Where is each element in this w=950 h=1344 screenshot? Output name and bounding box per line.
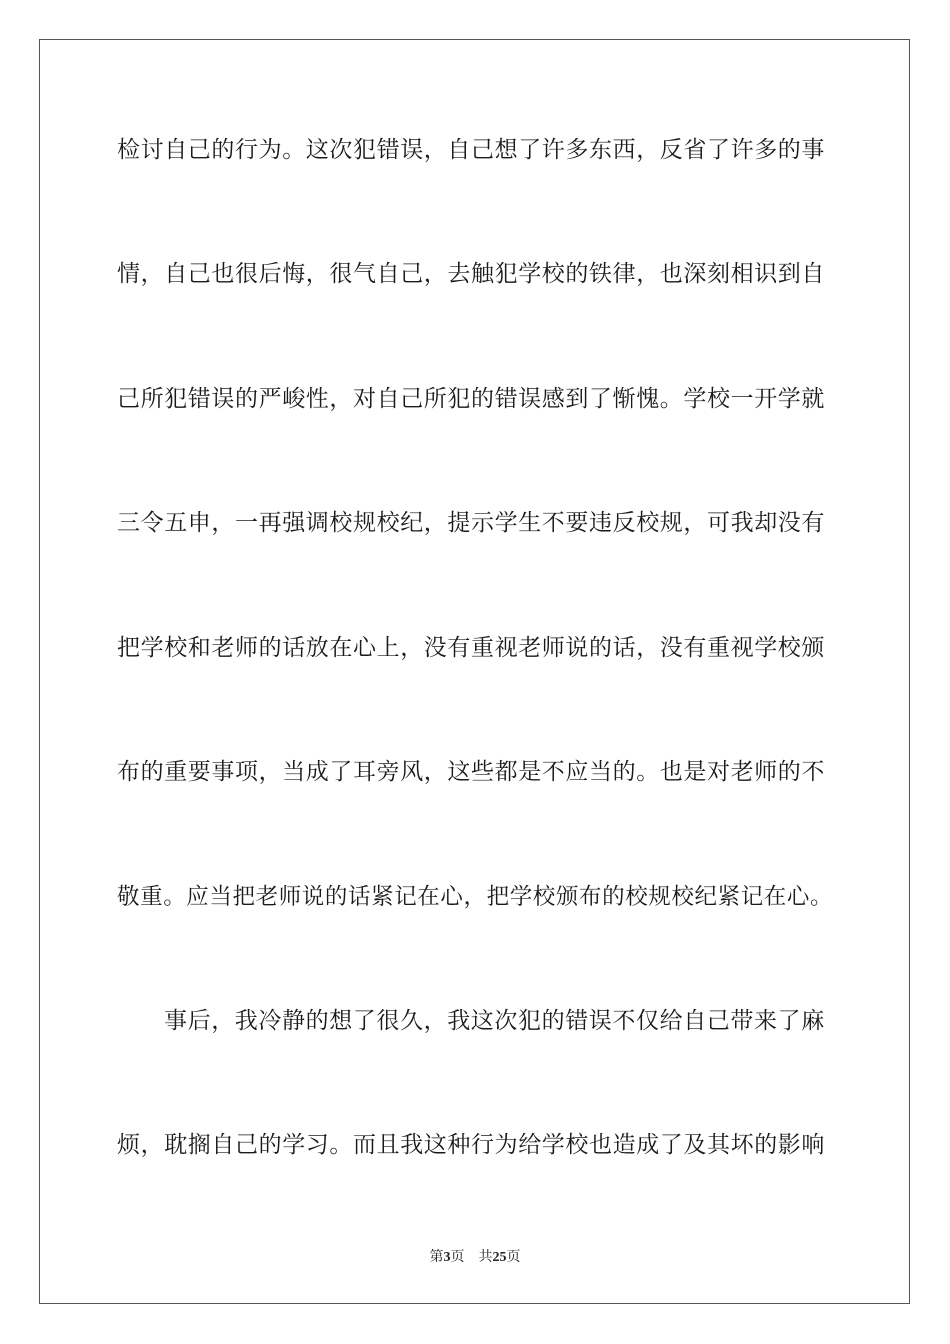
text-line-4: 三令五申，一再强调校规校纪，提示学生不要违反校规，可我却没有 [117, 510, 825, 536]
page-footer [0, 1247, 950, 1268]
page-prefix: 第 [429, 1249, 444, 1265]
paragraph-2-first-line: 事后，我冷静的想了很久，我这次犯的错误不仅给自己带来了麻 [164, 1008, 825, 1034]
text-line-2: 情，自己也很后悔，很气自己，去触犯学校的铁律，也深刻相识到自 [117, 261, 825, 287]
text-line-7: 敬重。应当把老师说的话紧记在心，把学校颁布的校规校纪紧记在心。 [117, 884, 834, 910]
total-suffix: 页 [506, 1249, 521, 1265]
text-line-1: 检讨自己的行为。这次犯错误，自己想了许多东西，反省了许多的事 [117, 137, 825, 163]
text-line-9: 烦，耽搁自己的学习。而且我这种行为给学校也造成了及其坏的影响 [117, 1132, 825, 1158]
page-suffix: 页 [450, 1249, 465, 1265]
text-line-5: 把学校和老师的话放在心上，没有重视老师说的话，没有重视学校颁 [117, 635, 825, 661]
total-pages: 25 [492, 1250, 507, 1265]
text-line-6: 布的重要事项，当成了耳旁风，这些都是不应当的。也是对老师的不 [117, 759, 825, 785]
page-border [39, 39, 910, 1304]
text-line-3: 己所犯错误的严峻性，对自己所犯的错误感到了惭愧。学校一开学就 [117, 386, 825, 412]
page-number: 3 [443, 1250, 451, 1265]
total-prefix: 共 [478, 1249, 493, 1265]
